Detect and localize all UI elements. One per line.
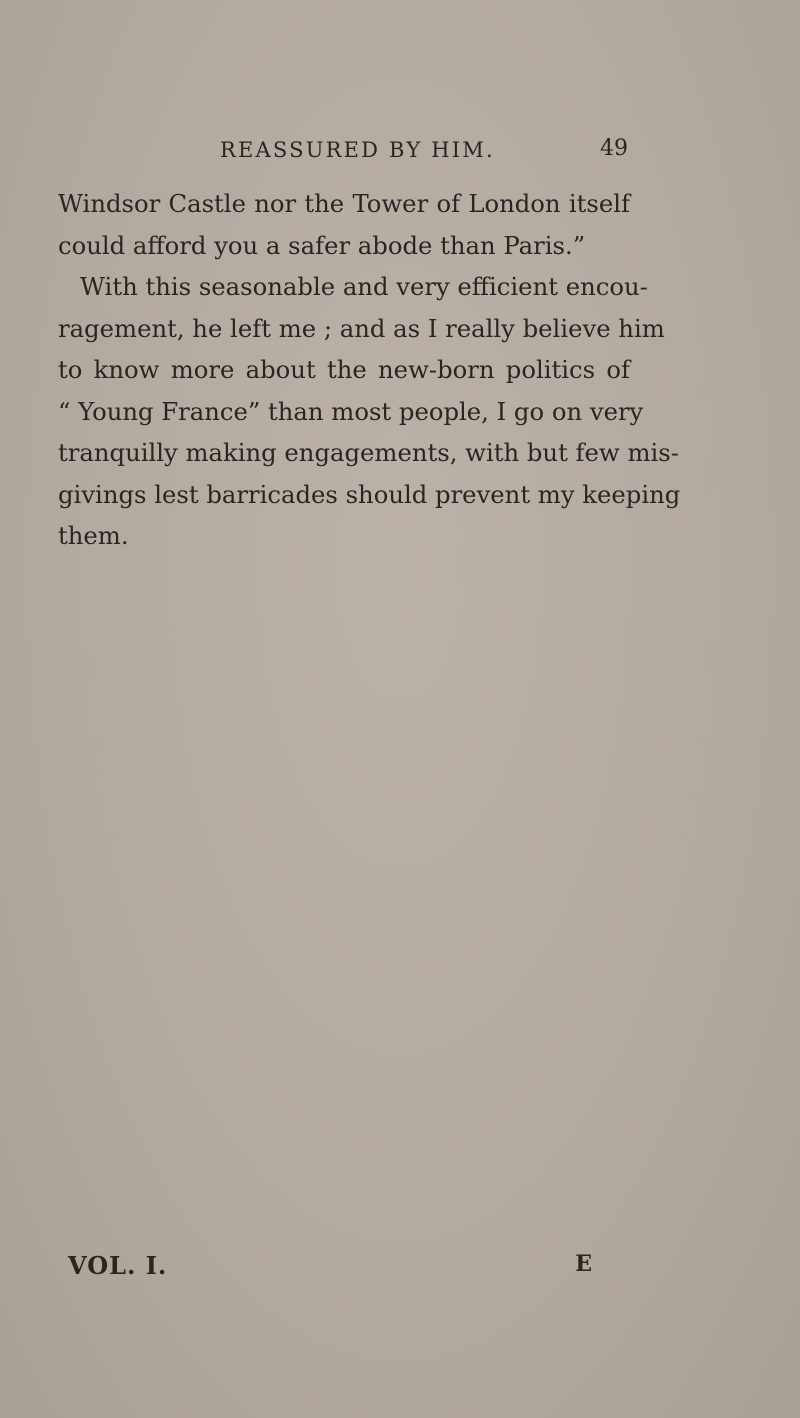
- text-line: to know more about the new-born politics of: [58, 355, 630, 384]
- text-line: “ Young France” than most people, I go on very: [58, 396, 644, 426]
- body-text: [58, 183, 681, 557]
- text-line: With this seasonable and very efficient encou-: [80, 272, 648, 301]
- text-line: them.: [58, 521, 129, 550]
- text-line: ragement, he left me ; and as I really believe him: [58, 313, 665, 343]
- running-title: REASSURED BY HIM.: [220, 138, 495, 162]
- running-head: [60, 134, 628, 174]
- text-line: givings lest barricades should prevent my keeping: [58, 479, 681, 509]
- text-line: tranquilly making engagements, with but few mis-: [58, 438, 679, 467]
- volume-label: VOL. I.: [68, 1251, 168, 1280]
- text-line: Windsor Castle nor the Tower of London itself: [58, 189, 630, 218]
- page-number: 49: [600, 136, 628, 161]
- text-line: could afford you a safer abode than Paris.”: [58, 230, 586, 260]
- page-footer: [68, 1251, 592, 1291]
- signature-mark: E: [575, 1251, 592, 1277]
